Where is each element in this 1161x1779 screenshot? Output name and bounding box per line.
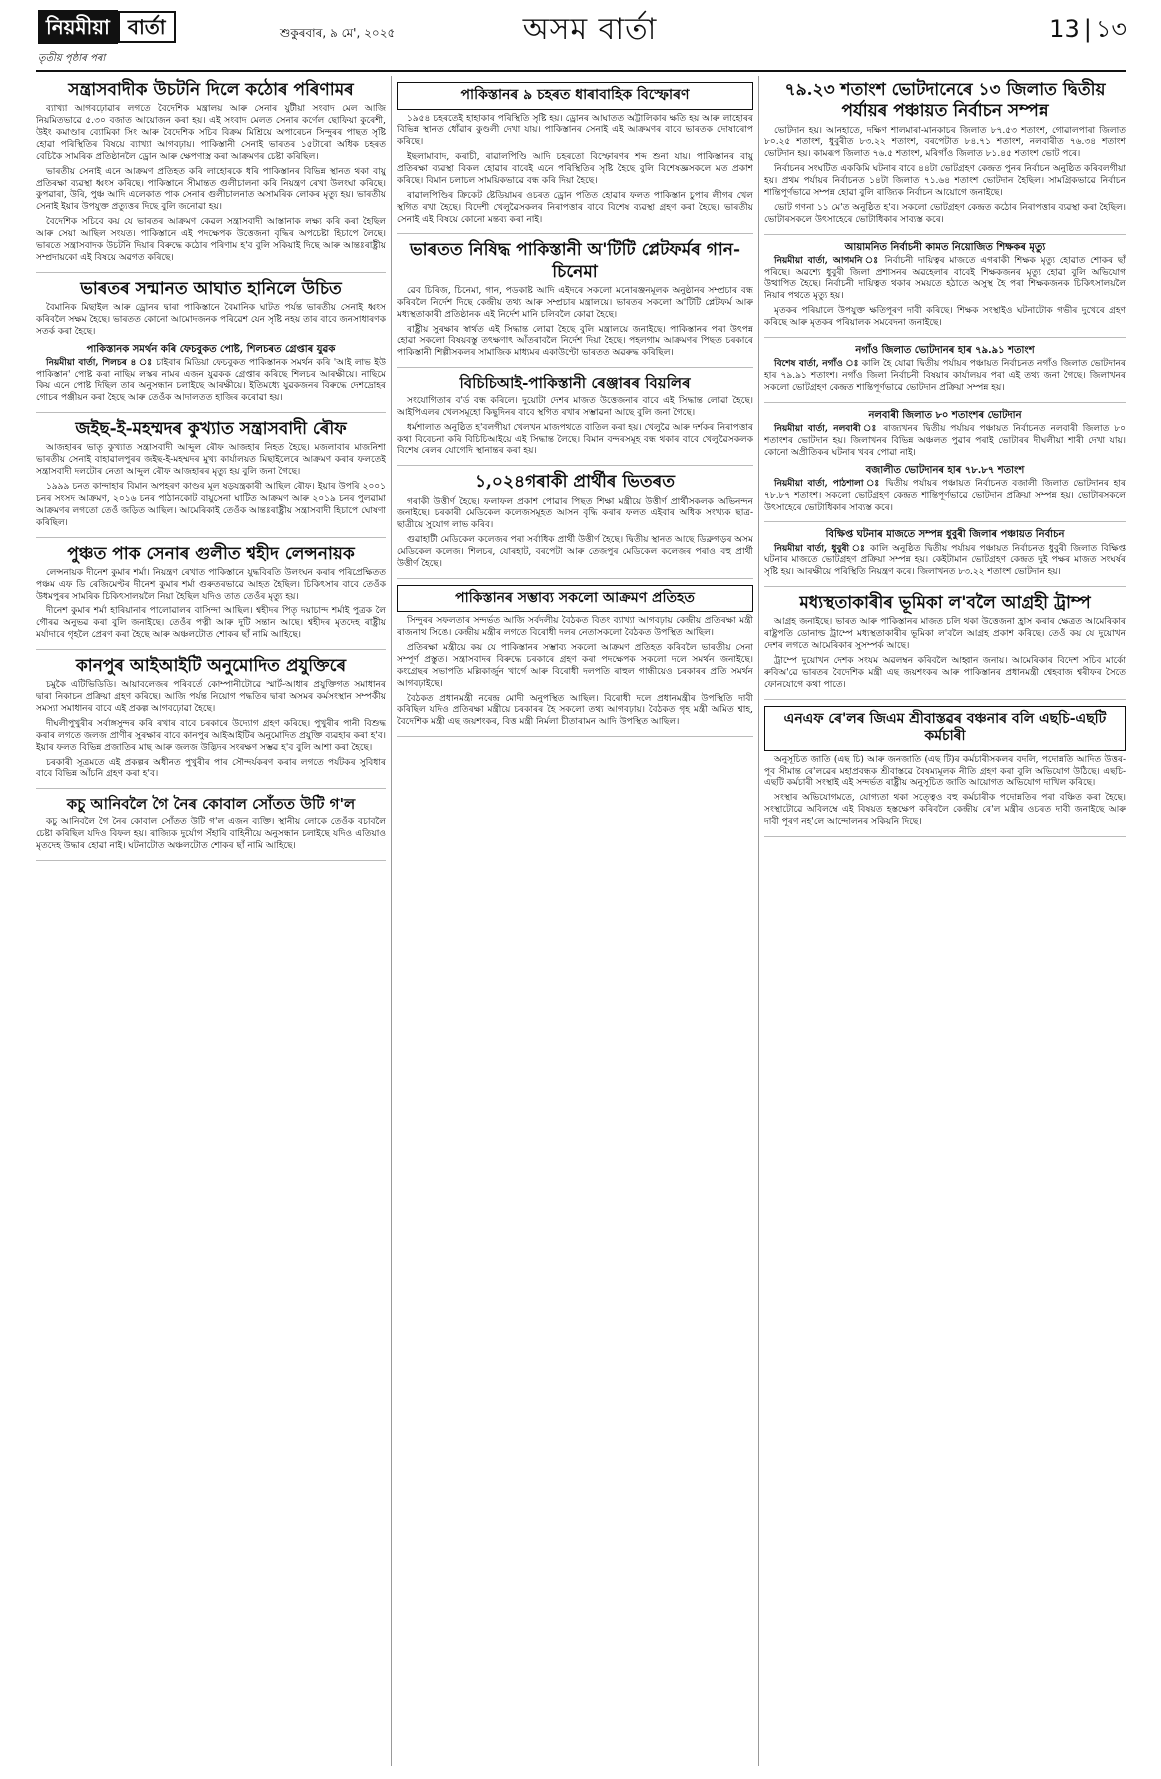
article-headline[interactable]: কচু আনিবলৈ গৈ নৈৰ কোবাল সোঁতত উটি গ'ল (66, 795, 356, 814)
article-paragraph: ব্যাখ্যা আগবঢ়োৱাৰ লগতে বৈদেশিক মন্ত্ৰালয় আৰু সেনাৰ যুটীয়া সংবাদ মেল আজি নিয়মিতভাৱে ৫.৩০ বজাত আয়োজন কৰা হয়। এই সংবাদ মেলত সেনাৰ কৰ্ণেল ছোফিয়া কুৰেশী, উইং কমাণ্ডাৰ ব্যোমিকা সিং আৰু বৈদেশিক সচিব বিক্ৰম মিশ্ৰিয়ে অপাৰেচন সিন্দুৰৰ পাছত সৃষ্টি হোৱা পৰিস্থিতিৰ বিষয়ে ব্যাখ্যা আগবঢ়ায়। পাকিস্তানী সেনাই ভাৰতৰ ১৫টাৰো অধিক চহৰত বেচিকৈ সামৰিক প্ৰতিষ্ঠানলৈ ড্ৰোন আৰু ক্ষেপণাস্ত্ৰ কৰা আক্ৰমণৰ চেষ্টা কৰিছিল। (36, 104, 386, 162)
article-paragraph: বৈমানিক মিছাইল আৰু ড্ৰোনৰ দ্বাৰা পাকিস্তানে বৈমানিক ঘাটত পৰ্যন্ত ভাৰতীয় সেনাই ধ্বংস কৰিবলৈ সক্ষম হৈছে। ভাৰতত কোনো আমোদজনক পৰিৱেশ যেন সৃষ্টি নহয় তাৰ বাবে জনসাধাৰণক সতৰ্ক কৰা হৈছে। (36, 302, 386, 337)
article (36, 544, 386, 651)
article-paragraph (764, 359, 1126, 395)
article-paragraph (764, 544, 1126, 580)
article-headline[interactable]: পুঞ্চত পাক সেনাৰ গুলীত শ্বহীদ লেন্সনায়ক (67, 543, 355, 564)
continued-label: তৃতীয় পৃষ্ঠাৰ পৰা (38, 53, 106, 64)
article-paragraph: সংযোগিতাৰ ব'ৰ্ড বন্ধ কৰিলে। দুয়োটা দেশৰ মাজত উত্তেজনাৰ বাবে এই সিদ্ধান্ত লোৱা হৈছে। আইপিএলৰ খেলসমূহো কিছুদিনৰ বাবে স্থগিত ৰখাৰ সম্ভাৱনা আছে বুলি জনা গৈছে। (397, 395, 753, 418)
article-paragraph: ট্ৰাম্পে দুয়োখন দেশক সংযম অৱলম্বন কৰিবলৈ আহ্বান জনায়। আমেৰিকাৰ বিদেশ সচিব মাৰ্কো ৰুবিঅ'ৱে ভাৰতৰ বৈদেশিক মন্ত্ৰী এছ জয়শংকৰ আৰু পাকিস্তানৰ প্ৰধানমন্ত্ৰী শ্বেহবাজ শ্বৰীফৰ সৈতে ফোনযোগে কথা পাতে। (764, 656, 1126, 690)
column-2 (397, 76, 753, 1766)
article-text: দ্বিতীয় পৰ্যায়ৰ পঞ্চায়ত নিৰ্বাচনত বজালী জিলাত ভোটদানৰ হাৰ ৭৮.৮৭ শতাংশ। সকলো ভোটগ্ৰহণ কেন্দ্ৰত শান্তিপূৰ্ণভাৱে ভোটদান প্ৰক্ৰিয়া সম্পন্ন হয়। ভোটাৰসকলে উৎসাহেৰে ভোটাধিকাৰ সাব্যস্ত কৰে। (764, 478, 1126, 513)
article (397, 585, 753, 737)
article-headline[interactable]: ভাৰতত নিষিদ্ধ পাকিস্তানী অ'টিটি প্লেটফৰ্মৰ গান-চিনেমা (409, 240, 741, 282)
article-paragraph: ধৰ্মশালাত অনুষ্ঠিত হ'বলগীয়া খেলখন মাজপথতে বাতিল কৰা হয়। খেলুৱৈ আৰু দৰ্শকৰ নিৰাপত্তাৰ কথা বিবেচনা কৰি বিচিচিআইয়ে এই সিদ্ধান্ত লৈছে। বিমান বন্দৰসমূহ বন্ধ থকাৰ বাবে খেলুৱৈসকলক বিশেষ ৰেলৰ যোগেদি স্থানান্তৰ কৰা হয়। (397, 422, 753, 457)
article-paragraph: কচু আনিবলৈ গৈ নৈৰ কোবাল সোঁতত উটি গ'ল এজন ব্যক্তি। স্থানীয় লোকে তেওঁক বচাবলৈ চেষ্টা কৰিছিল যদিও বিফল হয়। ৰাজ্যিক দুৰ্যোগ সঁহাৰি বাহিনীয়ে অনুসন্ধান চলাইছে যদিও এতিয়াও মৃতদেহ উদ্ধাৰ হোৱা নাই। ঘটনাটোত অঞ্চলটোত শোকৰ ছাঁ নামি আহিছে। (36, 817, 386, 851)
section-title: অসম বাৰ্তা (522, 12, 658, 47)
article-paragraph: প্ৰতিৰক্ষা মন্ত্ৰীয়ে কয় যে পাকিস্তানৰ সম্ভাব্য সকলো আক্ৰমণ প্ৰতিহত কৰিবলৈ ভাৰতীয় সেনা সম্পূৰ্ণ প্ৰস্তুত। সন্ত্ৰাসবাদৰ বিৰুদ্ধে চৰকাৰে গ্ৰহণ কৰা পদক্ষেপক সকলো দলে সমৰ্থন জনাইছে। কংগ্ৰেছৰ সভাপতি মল্লিকাৰ্জুন খাৰ্গে আৰু বিৰোধী দলপতি ৰাহুল গান্ধীয়েও চৰকাৰৰ প্ৰতি সমৰ্থন আগবঢ়াইছে। (397, 643, 753, 689)
article (36, 279, 386, 414)
newspaper-logo[interactable] (38, 10, 278, 44)
article-paragraph: দীনেশ কুমাৰ শৰ্মা হাৰিয়ানাৰ পালোৱালৰ বাসিন্দা আছিল। শ্বহীদৰ পিতৃ দয়াচান্দ শৰ্মাই পুত্ৰক লৈ গৌৰৱ অনুভৱ কৰা বুলি জনাইছে। তেওঁৰ পত্নী আৰু দুটি সন্তান আছে। শ্বহীদৰ মৃতদেহ ৰাষ্ট্ৰীয় মৰ্যাদাৰে গৃহলৈ প্ৰেৰণ কৰা হৈছে আৰু অঞ্চলটোত শোকৰ ছাঁ নামি আহিছে। (36, 606, 386, 641)
article-headline[interactable]: কানপুৰ আইআইটি অনুমোদিত প্ৰযুক্তিৰে (75, 656, 347, 677)
article (397, 472, 753, 579)
article-paragraph (36, 358, 386, 406)
article-headline[interactable]: পাকিস্তানৰ সম্ভাব্য সকলো আক্ৰমণ প্ৰতিহত (397, 585, 753, 613)
article (764, 409, 1126, 523)
article-headline[interactable]: মধ্যস্থতাকাৰীৰ ভূমিকা ল'বলৈ আগ্ৰহী ট্ৰাম্প (799, 593, 1091, 614)
column-1 (36, 76, 386, 1766)
article (764, 528, 1126, 587)
article-headline[interactable]: সন্ত্ৰাসবাদীক উচটনি দিলে কঠোৰ পৰিণামৰ (68, 80, 354, 100)
byline: নিয়মীয়া বাৰ্তা, পাঠশালা ঃ (774, 478, 881, 489)
article-paragraph: বৈঠকত প্ৰধানমন্ত্ৰী নৰেন্দ্ৰ মোদী অনুপস্থিত আছিল। বিৰোধী দলে প্ৰধানমন্ত্ৰীৰ উপস্থিতি দাবী কৰিছিল যদিও প্ৰতিৰক্ষা মন্ত্ৰীয়ে চৰকাৰৰ হৈ সকলো তথ্য আগবঢ়ায়। বৈঠকত গৃহ মন্ত্ৰী অমিত শ্বাহ, বৈদেশিক মন্ত্ৰী এছ জয়শংকৰ, বিত্ত মন্ত্ৰী নিৰ্মলা চীতাৰামন আদি উপস্থিত আছিল। (397, 693, 753, 728)
article-subheadline: পাকিস্তানক সমৰ্থন কৰি ফেচবুকত পোষ্ট, শিলচৰত গ্ৰেপ্তাৰ যুৱক (86, 343, 336, 355)
article-headline[interactable]: জইছ-ই-মহম্মদৰ কুখ্যাত সন্ত্ৰাসবাদী ৰৌফ (75, 419, 347, 440)
article-headline[interactable]: ভাৰতৰ সন্মানত আঘাত হানিলে উচিত (80, 278, 342, 299)
article-paragraph (764, 479, 1126, 515)
article-text: কালি অনুষ্ঠিত দ্বিতীয় পৰ্যায়ৰ পঞ্চায়ত নিৰ্বাচনত ধুবুৰী জিলাত বিক্ষিপ্ত ঘটনাৰ মাজতে ভোটগ্ৰহণ প্ৰক্ৰিয়া সম্পন্ন হয়। কেইটামান ভোটগ্ৰহণ কেন্দ্ৰত দুই পক্ষৰ মাজত সংঘৰ্ষৰ সৃষ্টি হয়। আৰক্ষীয়ে পৰিস্থিতি নিয়ন্ত্ৰণ কৰে। জিলাখনত ৮৩.২২ শতাংশ ভোটদান হয়। (764, 543, 1126, 578)
article-headline[interactable]: এনএফ ৰে'লৰ জিএম শ্ৰীবাস্তৱৰ বঞ্চনাৰ বলি এছচি-এছটি কৰ্মচাৰী (764, 706, 1126, 751)
article-paragraph: ১৯৫৪ চহৰতেই হাহাকাৰ পৰিস্থিতি সৃষ্টি হয়। ড্ৰোনৰ আঘাতত অট্টালিকাৰ ক্ষতি হয় আৰু লাহোৰৰ বিভিন্ন স্থানত ধোঁৱাৰ কুণ্ডলী দেখা যায়। পাকিস্তানৰ সেনাই এই আক্ৰমণৰ বাবে ভাৰতক দোষাৰোপ কৰিছে। (397, 113, 753, 148)
article-paragraph (764, 424, 1126, 460)
byline: নিয়মীয়া বাৰ্তা, শিলচৰ ৪ ঃ (46, 357, 153, 368)
masthead-divider (36, 70, 1126, 72)
byline: নিয়মীয়া বাৰ্তা, ধুবুৰী ঃ (774, 543, 867, 554)
article-paragraph: লেন্সনায়ক দীনেশ কুমাৰ শৰ্মা। নিয়ন্ত্ৰণ ৰেখাত পাকিস্তানে যুদ্ধবিৰতি উলংঘন কৰাৰ পৰিপ্ৰেক্ষিতত পঞ্চম এফ ডি ৰেজিমেণ্টৰ দীনেশ কুমাৰ শৰ্মা গুৰুতৰভাৱে আহত হৈছিল। চিকিৎসাৰ বাবে তেওঁক উধমপুৰৰ সামৰিক চিকিৎসালয়লৈ নিয়া হৈছিল যদিও তাত তেওঁৰ মৃত্যু হয়। (36, 567, 386, 602)
article-paragraph: সিন্দুৰৰ সফলতাৰ সন্দৰ্ভত আজি সৰ্বদলীয় বৈঠকত বিতং ব্যাখ্যা আগবঢ়ায় কেন্দ্ৰীয় প্ৰতিৰক্ষা মন্ত্ৰী ৰাজনাথ সিঙে। কেন্দ্ৰীয় মন্ত্ৰীৰ লগতে বিৰোধী দলৰ নেতাসকলো বৈঠকত উপস্থিত আছিল। (397, 616, 753, 639)
byline: বিশেষ বাৰ্তা, নগাঁও ঃ (774, 359, 859, 370)
article-subheadline[interactable]: নগাঁও জিলাত ভোটদানৰ হাৰ ৭৯.৯১ শতাংশ (855, 344, 1035, 356)
column-3 (764, 76, 1126, 1766)
article (397, 240, 753, 368)
article-headline[interactable]: বিচিচিআই-পাকিস্তানী ৰেঞ্জাৰৰ বিয়লিৰ (459, 374, 691, 393)
article-paragraph: অনুসূচিত জাতি (এছ চি) আৰু জনজাতি (এছ টি)ৰ কৰ্মচাৰীসকলৰ বদলি, পদোন্নতি আদিত উত্তৰ-পূব সীমান্ত ৰে'লৱেৰ মহাপ্ৰবন্ধক শ্ৰীবাস্তৱে বৈষম্যমূলক নীতি গ্ৰহণ কৰা বুলি অভিযোগ উঠিছে। এছচি-এছটি কৰ্মচাৰী সংস্থাই এই সন্দৰ্ভত ৰাষ্ট্ৰীয় অনুসূচিত জাতি আয়োগত অভিযোগ দাখিল কৰিছে। (764, 754, 1126, 789)
column-divider (758, 76, 759, 1766)
logo-part-2: বাৰ্তা (118, 11, 176, 43)
page-number: 13 | ১৩ (1049, 15, 1127, 43)
article-paragraph: ৰাৱালপিণ্ডিৰ ক্ৰিকেট ষ্টেডিয়ামৰ ওচৰত ড্ৰোন পতিত হোৱাৰ ফলত পাকিস্তান চুপাৰ লীগৰ খেল স্থগিত ৰখা হৈছে। বিদেশী খেলুৱৈসকলৰ নিৰাপত্তাৰ বাবে বিশেষ ব্যৱস্থা গ্ৰহণ কৰা হৈছে। ভাৰতীয় সেনাই এই বিষয়ে কোনো মন্তব্য কৰা নাই। (397, 190, 753, 225)
article-paragraph: দীঘলীপুখুৰীৰ সৰ্বাঙ্গসুন্দৰ কৰি ৰখাৰ বাবে চৰকাৰে উদ্যোগ গ্ৰহণ কৰিছে। পুখুৰীৰ পানী বিশুদ্ধ কৰাৰ লগতে জলজ প্ৰাণীৰ সুৰক্ষাৰ বাবে কানপুৰ আইআইটিৰ অনুমোদিত প্ৰযুক্তি ব্যৱহাৰ কৰা হ'ব। ইয়াৰ ফলত বিভিন্ন প্ৰজাতিৰ মাছ আৰু জলজ উদ্ভিদৰ সংৰক্ষণ সম্ভৱ হ'ব বুলি আশা কৰা হৈছে। (36, 718, 386, 753)
article-paragraph: চমুকৈ এটিভিডিডি। আয়াবলেজৰ পৰিবৰ্তে কোম্পানীটোৱে স্মাৰ্ট-আধাৰ প্ৰযুক্তিগত সমাধানৰ দ্বাৰা নিকাচন প্ৰক্ৰিয়া গ্ৰহণ কৰিছে। আজি পৰ্যন্ত নিয়োগ পদ্ধতিৰ দ্বাৰা অসমৰ কৰ্মসংস্থান সম্পৰ্কীয় সমস্যা সমাধানৰ বাবে এই প্ৰকল্প আগবঢ়োৱা হৈছে। (36, 680, 386, 715)
article (36, 419, 386, 537)
article-text: কালি হৈ যোৱা দ্বিতীয় পৰ্যায়ৰ পঞ্চায়ত নিৰ্বাচনত নগাঁও জিলাত ভোটদানৰ হাৰ ৭৯.৯১ শতাংশ। নগাঁও জিলা নিৰ্বাচনী বিষয়াৰ কাৰ্যালয়ৰ পৰা এই তথ্য জনা গৈছে। জিলাখনৰ সকলো ভোটগ্ৰহণ কেন্দ্ৰত শান্তিপূৰ্ণভাৱে ভোটদান প্ৰক্ৰিয়া সম্পন্ন হয়। (764, 359, 1126, 393)
article (764, 241, 1126, 338)
article (764, 344, 1126, 403)
article (36, 795, 386, 860)
article-text: চাইবাৰ মিডিয়া ফেচবুকত পাকিস্তানক সমৰ্থন কৰি 'আই লাভ ইউ পাকিস্তান' পোষ্ট কৰা নাছিম লস্কৰ নামৰ এজন যুৱকক গ্ৰেপ্তাৰ কৰিছে শিলচৰ আৰক্ষীয়ে। নাছিমে কিয় এনে পোষ্ট দিছিল তাৰ অনুসন্ধান চলাইছে আৰক্ষীয়ে। ইতিমধ্যে যুৱকজনৰ বিৰুদ্ধে দেশদ্ৰোহৰ গোচৰ পঞ্জীয়ন কৰা হৈছে আৰু তেওঁক আদালতত হাজিৰ কৰোৱা হয়। (36, 357, 386, 404)
article-paragraph: ৰাষ্ট্ৰীয় সুৰক্ষাৰ স্বাৰ্থত এই সিদ্ধান্ত লোৱা হৈছে বুলি মন্ত্ৰালয়ে জনাইছে। পাকিস্তানৰ পৰা উৎপন্ন হোৱা সকলো বিষয়বস্তু তৎক্ষণাৎ আঁতৰাবলৈ নিৰ্দেশ দিয়া হৈছে। পহলগাম আক্ৰমণৰ পিছত চৰকাৰে পাকিস্তানী শিল্পীসকলৰ সামাজিক মাধ্যমৰ একাউণ্টো ভাৰতত অৱৰুদ্ধ কৰিছিল। (397, 324, 753, 359)
article (397, 82, 753, 234)
article-paragraph: আজহাৰৰ ভাতৃ কুখ্যাত সন্ত্ৰাসবাদী আব্দুল ৰৌফ আজহাৰ নিহত হৈছে। মজলাবাৰ মাজনিশা ভাৰতীয় সেনাই বাহাৱালপুৰৰ জইছ-ই-মহম্মদৰ মুখ্য কাৰ্যালয়ত মিছাইলেৰে আক্ৰমণ কৰাৰ ফলতেই সন্ত্ৰাসবাদী দলটোৰ নেতা আব্দুল ৰৌফ আজহাৰৰ মৃত্যু হয় বুলি জনা গৈছে। (36, 443, 386, 478)
article-paragraph: সংস্থাৰ অভিযোগমতে, যোগ্যতা থকা সত্ত্বেও বহু কৰ্মচাৰীক পদোন্নতিৰ পৰা বঞ্চিত কৰা হৈছে। সংস্থাটোৱে অবিলম্বে এই বিষয়ত হস্তক্ষেপ কৰিবলৈ কেন্দ্ৰীয় ৰে'ল মন্ত্ৰীৰ ওচৰত দাবী জনাইছে আৰু দাবী পূৰণ নহ'লে আন্দোলনৰ সকিয়নি দিছে। (764, 793, 1126, 828)
article-paragraph: ভোট গণনা ১১ মে'ত অনুষ্ঠিত হ'ব। সকলো ভোটগ্ৰহণ কেন্দ্ৰত কঠোৰ নিৰাপত্তাৰ ব্যৱস্থা কৰা হৈছিল। ভোটাৰসকলে উৎসাহেৰে ভোটাধিকাৰ সাব্যস্ত কৰে। (764, 202, 1126, 225)
article-headline[interactable]: ১,০২৪গৰাকী প্ৰাৰ্থীৰ ভিতৰত (474, 472, 675, 493)
article-subheadline[interactable]: বিক্ষিপ্ত ঘটনাৰ মাজতে সম্পন্ন ধুবুৰী জিলাৰ পঞ্চায়ত নিৰ্বাচন (825, 529, 1065, 541)
article (764, 593, 1126, 700)
page-number-latin: 13 (1049, 15, 1080, 43)
byline: নিয়মীয়া বাৰ্তা, আগমনি ঃ (774, 255, 880, 266)
article-paragraph: মৃতকৰ পৰিয়ালে উপযুক্ত ক্ষতিপূৰণ দাবী কৰিছে। শিক্ষক সংস্থাইও ঘটনাটোক গভীৰ দুখেৰে গ্ৰহণ কৰিছে আৰু মৃতকৰ পৰিয়ালক সমবেদনা জনাইছে। (764, 306, 1126, 329)
issue-date: শুকুৰবাৰ, ৯ মে', ২০২৫ (280, 26, 396, 40)
article-paragraph: ভোটদান হয়। আনহাতে, দক্ষিণ শালমাৰা-মানকাচৰ জিলাত ৮৭.৫৩ শতাংশ, গোৱালপাৰা জিলাত ৮০.২৫ শতাংশ, ধুবুৰীত ৮৩.২২ শতাংশ, বৰপেটাত ৮৪.৭১ শতাংশ, নলবাৰীত ৭৬.৩৪ শতাংশ ভোটদান হয়। কামৰূপ জিলাত ৭৬.৫ শতাংশ, মৰিগাঁও জিলাত ৮১.৪৫ শতাংশ ভোট পৰে। (764, 125, 1126, 160)
article-text: ৰাজ্যখনৰ দ্বিতীয় পৰ্যায়ৰ পঞ্চায়ত নিৰ্বাচনত নলবাৰী জিলাত ৮০ শতাংশৰ ভোটদান হয়। জিলাখনৰ বিভিন্ন অঞ্চলত পুৱাৰ পৰাই ভোটাৰৰ দীঘলীয়া শাৰী দেখা যায়। কোনো অপ্ৰীতিকৰ ঘটনাৰ খবৰ পোৱা নাই। (764, 423, 1126, 458)
masthead (0, 0, 1161, 72)
article-paragraph: গুৱাহাটী মেডিকেল কলেজৰ পৰা সৰ্বাধিক প্ৰাৰ্থী উত্তীৰ্ণ হৈছে। দ্বিতীয় স্থানত আছে ডিব্ৰুগড়ৰ অসম মেডিকেল কলেজ। শিলচৰ, যোৰহাট, বৰপেটা আৰু তেজপুৰ মেডিকেল কলেজৰ পৰাও বহু প্ৰাৰ্থী উত্তীৰ্ণ হৈছে। (397, 535, 753, 569)
column-divider (391, 76, 392, 1766)
article-paragraph: গৰাকী উত্তীৰ্ণ হৈছে। ফলাফল প্ৰকাশ পোৱাৰ পিছত শিক্ষা মন্ত্ৰীয়ে উত্তীৰ্ণ প্ৰাৰ্থীসকলক অভিনন্দন জনাইছে। চৰকাৰী মেডিকেল কলেজসমূহত আসন বৃদ্ধি কৰাৰ ফলত এইবাৰ অধিক সংখ্যক ছাত্ৰ-ছাত্ৰীয়ে সুযোগ লাভ কৰিব। (397, 496, 753, 531)
article-subheadline[interactable]: নলবাৰী জিলাত ৮০ শতাংশৰ ভোটদান (868, 409, 1022, 421)
article-paragraph: চৰকাৰী সূত্ৰমতে এই প্ৰকল্পৰ অধীনত পুখুৰীৰ পাৰ সৌন্দৰ্যকৰণ কৰাৰ লগতে পৰ্যটকৰ সুবিধাৰ বাবে বিভিন্ন আঁচনি গ্ৰহণ কৰা হ'ব। (36, 757, 386, 780)
article (36, 80, 386, 273)
article (36, 656, 386, 789)
article (764, 706, 1126, 837)
article-paragraph: ৱেব চিৰিজ, চিনেমা, গান, পডকাষ্ট আদি এইদৰে সকলো মনোৰঞ্জনমূলক অনুষ্ঠানৰ সম্প্ৰচাৰ বন্ধ কৰিবলৈ নিৰ্দেশ দিছে কেন্দ্ৰীয় তথ্য আৰু সম্প্ৰচাৰ মন্ত্ৰালয়ে। ভাৰতৰ সকলো অ'টিটি প্লেটফৰ্ম আৰু মধ্যস্থতাকাৰী প্ৰতিষ্ঠানক এই নিৰ্দেশ মানি চলিবলৈ কোৱা হৈছে। (397, 285, 753, 320)
article-paragraph: ১৯৯৯ চনত কান্দাহাৰ বিমান অপহৰণ কাণ্ডৰ মূল ষড়যন্ত্ৰকাৰী আছিল ৰৌফ। ইয়াৰ উপৰি ২০০১ চনৰ সংসদ আক্ৰমণ, ২০১৬ চনৰ পাঠানকোট বায়ুসেনা ঘাটিত আক্ৰমণ আৰু ২০১৯ চনৰ পুলৱামা আক্ৰমণৰ লগতো তেওঁ জড়িত আছিল। আমেৰিকাই তেওঁক আন্তঃৰাষ্ট্ৰীয় সন্ত্ৰাসবাদী হিচাপে ঘোষণা কৰিছিল। (36, 482, 386, 528)
article-headline[interactable]: ৭৯.২৩ শতাংশ ভোটদানেৰে ১৩ জিলাত দ্বিতীয় পৰ্যায়ৰ পঞ্চায়ত নিৰ্বাচন সম্পন্ন (784, 80, 1106, 122)
article-paragraph: নিৰ্বাচনৰ সংঘটিত এককিমি ঘটনাৰ বাবে ৪৪টা ভোটগ্ৰহণ কেন্দ্ৰত পুনৰ নিৰ্বাচন অনুষ্ঠিত কৰিবলগীয়া হয়। প্ৰথম পৰ্যায়ৰ নিৰ্বাচনত ১৪টা জিলাত ৭১.৬৪ শতাংশ ভোটদান হৈছিল। সামগ্ৰিকভাৱে নিৰ্বাচন শান্তিপূৰ্ণভাৱে সম্পন্ন হোৱা বুলি ৰাজ্যিক নিৰ্বাচন আয়োগে জনাইছে। (764, 164, 1126, 198)
article-text: নিৰ্বাচনী দায়িত্বৰ মাজতে এগৰাকী শিক্ষক মৃত্যু হোৱাত শোকৰ ছাঁ পৰিছে। অৱশ্যে ধুবুৰী জিলা প্ৰশাসনৰ অৱহেলাৰ বাবেই শিক্ষকজনৰ মৃত্যু হোৱা বুলি অভিযোগ উত্থাপিত হৈছে। নিৰ্বাচনী দায়িত্বত থকাৰ সময়তে হঠাতে অসুস্থ হৈ পৰা শিক্ষকজনক চিকিৎসালয়লৈ নিয়াৰ পথতে মৃত্যু হয়। (764, 255, 1126, 302)
article-paragraph: আগ্ৰহ জনাইছে। ভাৰত আৰু পাকিস্তানৰ মাজত চলি থকা উত্তেজনা হ্ৰাস কৰাৰ ক্ষেত্ৰত আমেৰিকাৰ ৰাষ্ট্ৰপতি ডোনাল্ড ট্ৰাম্পে মধ্যস্থতাকাৰীৰ ভূমিকা ল'বলৈ আগ্ৰহ প্ৰকাশ কৰিছে। তেওঁ কয় যে দুয়োখন দেশৰ লগতে আমেৰিকাৰ সুসম্পৰ্ক আছে। (764, 617, 1126, 652)
logo-part-1: নিয়মীয়া (38, 10, 118, 44)
byline: নিয়মীয়া বাৰ্তা, নলবাৰী ঃ (774, 423, 879, 434)
article-subheadline[interactable]: বজালীত ভোটদানৰ হাৰ ৭৮.৮৭ শতাংশ (865, 464, 1025, 476)
page-number-local: ১৩ (1095, 15, 1127, 43)
article-headline[interactable]: পাকিস্তানৰ ৯ চহৰত ধাৰাবাহিক বিস্ফোৰণ (397, 82, 753, 110)
article-paragraph: ভাৰতীয় সেনাই এনে আক্ৰমণ প্ৰতিহত কৰি লাহোৰকে ধৰি পাকিস্তানৰ বিভিন্ন স্থানত থকা বায়ু প্ৰতিৰক্ষা ব্যৱস্থা ধ্বংস কৰিছে। পাকিস্তানে সীমান্তত গুলীচালনা কৰি নিয়ন্ত্ৰণ ৰেখা উলংঘা কৰিছে। কুপৱাৰা, উৰি, পুঞ্চ আদি এলেকাত পাক সেনাৰ গুলীচালনাত অসামৰিক লোকৰ মৃত্যু হয়। ভাৰতীয় সেনাই ইয়াৰ উপযুক্ত প্ৰত্যুত্তৰ দিছে বুলি জনোৱা হয়। (36, 166, 386, 213)
article-paragraph: ইছলামাবাদ, কৰাচী, ৰাৱালপিণ্ডি আদি চহৰতো বিস্ফোৰণৰ শব্দ শুনা যায়। পাকিস্তানৰ বায়ু প্ৰতিৰক্ষা ব্যৱস্থা বিকল হোৱাৰ বাবেই এনে পৰিস্থিতিৰ সৃষ্টি হৈছে বুলি বিশেষজ্ঞসকলে মত প্ৰকাশ কৰিছে। বিমান চলাচল সাময়িকভাৱে বন্ধ কৰি দিয়া হৈছে। (397, 152, 753, 186)
article-paragraph: বৈদেশিক সচিবে কয় যে ভাৰতৰ আক্ৰমণ কেৱল সন্ত্ৰাসবাদী আস্তানাক লক্ষ্য কৰি কৰা হৈছিল আৰু সেয়া আছিল সংযত। পাকিস্তানে এই পদক্ষেপক উত্তেজনা বৃদ্ধিৰ অপচেষ্টা হিচাপে লৈছে। ভাৰতে সন্ত্ৰাসবাদক উচটনি দিয়াৰ বিৰুদ্ধে কঠোৰ পৰিণাম হ'ব বুলি সকিয়াই দিছে আৰু আন্তঃৰাষ্ট্ৰীয় সম্প্ৰদায়কো এই বিষয়ে অৱগত কৰিছে। (36, 217, 386, 263)
article-subheadline[interactable]: আয়ামনিত নিৰ্বাচনী কামত নিয়োজিত শিক্ষকৰ মৃত্যু (844, 241, 1046, 253)
article-paragraph (764, 256, 1126, 304)
article (764, 80, 1126, 235)
article (397, 374, 753, 466)
